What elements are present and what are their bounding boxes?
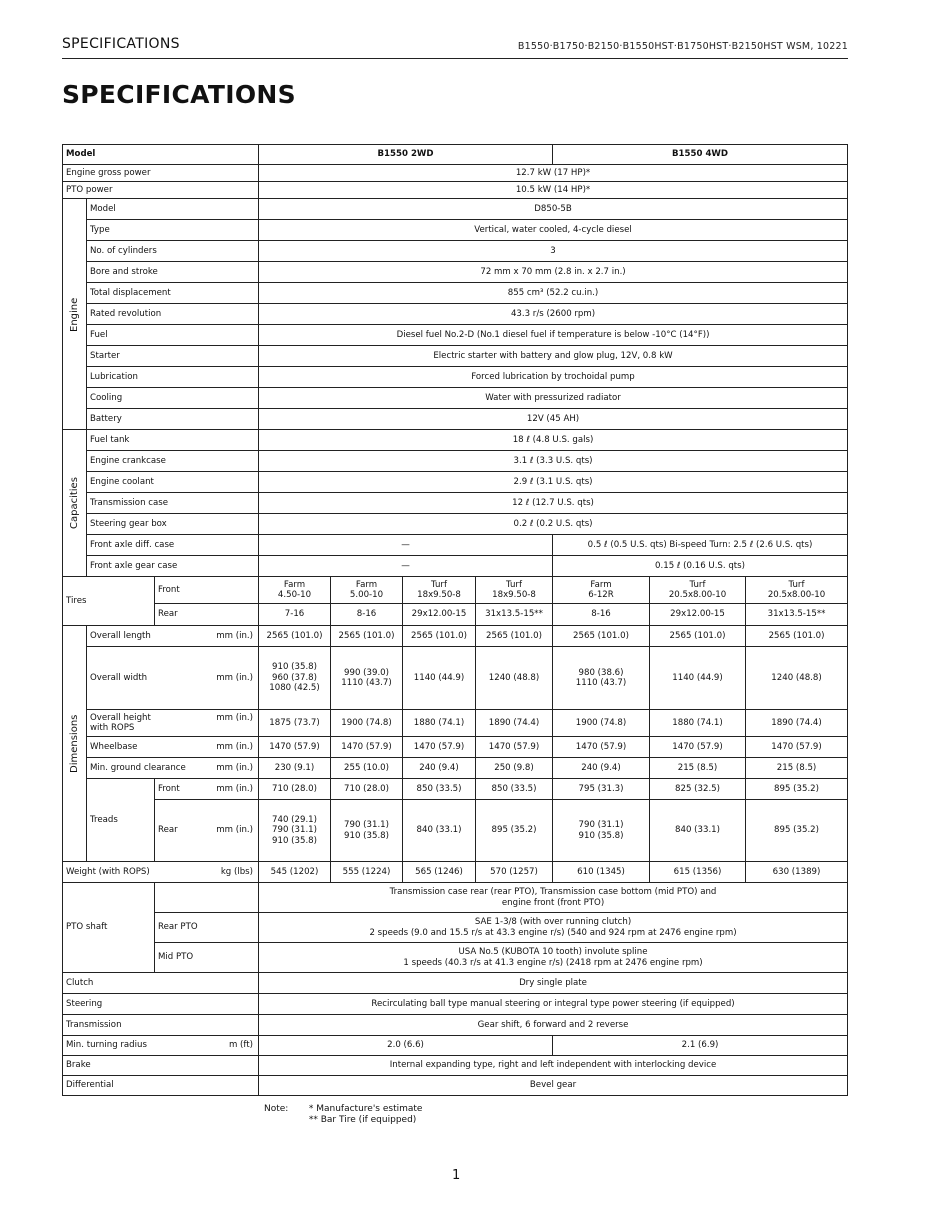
row-label: Min. turning radius m (ft) (63, 1036, 259, 1056)
row-value: 10.5 kW (14 HP)* (259, 182, 848, 199)
row-value-2wd: — (259, 535, 553, 556)
row-value: Internal expanding type, right and left independent with interlocking device (259, 1056, 848, 1076)
row-value: 740 (29.1) 790 (31.1) 910 (35.8) (259, 800, 331, 862)
table-row (63, 409, 848, 430)
row-value: 43.3 r/s (2600 rpm) (259, 304, 848, 325)
row-label: Bore and stroke (87, 262, 259, 283)
row-label: mm (in.) Overall height with ROPS (87, 710, 259, 737)
table-row (63, 994, 848, 1015)
row-value: 2565 (101.0) (650, 626, 746, 647)
row-label: Brake (63, 1056, 259, 1076)
row-value: 1875 (73.7) (259, 710, 331, 737)
pto-location: Transmission case rear (rear PTO), Transmission case bottom (mid PTO) and engine front (front PTO) (259, 883, 848, 913)
table-row (63, 710, 848, 737)
row-value: 240 (9.4) (553, 758, 650, 779)
row-label: Front axle gear case (87, 556, 259, 577)
row-label: Total displacement (87, 283, 259, 304)
tires-rear-label: Rear (155, 604, 259, 626)
row-label: No. of cylinders (87, 241, 259, 262)
row-value: 2565 (101.0) (331, 626, 403, 647)
row-label: Type (87, 220, 259, 241)
row-value-4wd: 0.15 ℓ (0.16 U.S. qts) (553, 556, 848, 577)
table-row (63, 262, 848, 283)
table-row (63, 165, 848, 182)
row-value-2wd: — (259, 556, 553, 577)
row-value: 615 (1356) (650, 862, 746, 883)
table-row (63, 883, 848, 913)
row-label: Engine crankcase (87, 451, 259, 472)
row-value: 215 (8.5) (746, 758, 848, 779)
row-value: 545 (1202) (259, 862, 331, 883)
table-row (63, 367, 848, 388)
tires-label: Tires (63, 577, 155, 626)
running-header-section: SPECIFICATIONS (62, 36, 180, 52)
table-row (63, 182, 848, 199)
table-row (63, 514, 848, 535)
row-value: 1890 (74.4) (476, 710, 553, 737)
row-value: 850 (33.5) (476, 779, 553, 800)
table-row (63, 758, 848, 779)
row-label: Min. ground clearance mm (in.) (87, 758, 259, 779)
row-value: 1470 (57.9) (331, 737, 403, 758)
table-row (63, 493, 848, 514)
row-label: Steering (63, 994, 259, 1015)
row-label: Steering gear box (87, 514, 259, 535)
row-value: 12.7 kW (17 HP)* (259, 165, 848, 182)
table-row (63, 1056, 848, 1076)
row-value: 2.9 ℓ (3.1 U.S. qts) (259, 472, 848, 493)
row-value: 255 (10.0) (331, 758, 403, 779)
running-header-models: B1550·B1750·B2150·B1550HST·B1750HST·B2150HST WSM, 10221 (517, 41, 848, 52)
row-value: 3.1 ℓ (3.3 U.S. qts) (259, 451, 848, 472)
engine-group-label: Engine (63, 199, 87, 430)
row-label: Differential (63, 1076, 259, 1096)
row-value: 1900 (74.8) (331, 710, 403, 737)
table-row (63, 800, 848, 862)
row-value: Diesel fuel No.2-D (No.1 diesel fuel if temperature is below -10°C (14°F)) (259, 325, 848, 346)
row-value: 825 (32.5) (650, 779, 746, 800)
running-header (62, 36, 848, 58)
row-label: Lubrication (87, 367, 259, 388)
model-2wd: B1550 2WD (259, 145, 553, 165)
row-value: 790 (31.1) 910 (35.8) (331, 800, 403, 862)
rear-pto-label: Rear PTO (155, 913, 259, 943)
row-value: Recirculating ball type manual steering or integral type power steering (if equipped) (259, 994, 848, 1015)
row-label: PTO power (63, 182, 259, 199)
tire-rear-cell: 31x13.5-15** (746, 604, 848, 626)
row-value: 12 ℓ (12.7 U.S. qts) (259, 493, 848, 514)
table-row (63, 199, 848, 220)
table-row (63, 862, 848, 883)
table-row (63, 535, 848, 556)
row-value: 1890 (74.4) (746, 710, 848, 737)
table-row (63, 304, 848, 325)
row-value: 565 (1246) (403, 862, 476, 883)
tire-front-cell: Turf 20.5x8.00-10 (650, 577, 746, 604)
treads-label: Treads (87, 779, 155, 862)
table-row (63, 1036, 848, 1056)
table-row (63, 647, 848, 710)
row-value-2wd: 2.0 (6.6) (259, 1036, 553, 1056)
row-label: Front axle diff. case (87, 535, 259, 556)
dimensions-group-label: Dimensions (63, 626, 87, 862)
row-value: 1900 (74.8) (553, 710, 650, 737)
tire-front-cell: Turf 18x9.50-8 (403, 577, 476, 604)
table-row (63, 1076, 848, 1096)
table-row (63, 779, 848, 800)
row-value: 1470 (57.9) (746, 737, 848, 758)
table-row (63, 973, 848, 994)
row-label: Clutch (63, 973, 259, 994)
table-row (63, 604, 848, 626)
row-value: 1470 (57.9) (553, 737, 650, 758)
mid-pto-value: USA No.5 (KUBOTA 10 tooth) involute spline 1 speeds (40.3 r/s at 41.3 engine r/s) (2418 rpm at 2476 engine rpm) (259, 943, 848, 973)
mid-pto-label: Mid PTO (155, 943, 259, 973)
row-value: Electric starter with battery and glow plug, 12V, 0.8 kW (259, 346, 848, 367)
row-value: 1470 (57.9) (259, 737, 331, 758)
row-label: Fuel (87, 325, 259, 346)
row-value-4wd: 0.5 ℓ (0.5 U.S. qts) Bi-speed Turn: 2.5 ℓ (2.6 U.S. qts) (553, 535, 848, 556)
table-row (63, 283, 848, 304)
row-value: 895 (35.2) (746, 800, 848, 862)
row-value: 630 (1389) (746, 862, 848, 883)
table-row (63, 626, 848, 647)
notes (264, 1104, 422, 1127)
row-value: 840 (33.1) (403, 800, 476, 862)
table-row (63, 577, 848, 604)
row-value: 855 cm³ (52.2 cu.in.) (259, 283, 848, 304)
row-value: 840 (33.1) (650, 800, 746, 862)
row-label: Cooling (87, 388, 259, 409)
page-title: SPECIFICATIONS (62, 80, 296, 109)
row-label: Wheelbase mm (in.) (87, 737, 259, 758)
row-value: 1140 (44.9) (650, 647, 746, 710)
tire-front-cell: Farm 5.00-10 (331, 577, 403, 604)
row-value: 1240 (48.8) (746, 647, 848, 710)
row-value: 2565 (101.0) (403, 626, 476, 647)
row-label: Overall length mm (in.) (87, 626, 259, 647)
row-value: 2565 (101.0) (746, 626, 848, 647)
table-row (63, 451, 848, 472)
row-value: 72 mm x 70 mm (2.8 in. x 2.7 in.) (259, 262, 848, 283)
row-value: Dry single plate (259, 973, 848, 994)
row-value: Gear shift, 6 forward and 2 reverse (259, 1015, 848, 1036)
pto-location-blank (155, 883, 259, 913)
row-label: Starter (87, 346, 259, 367)
tire-front-cell: Farm 4.50-10 (259, 577, 331, 604)
row-label: Front mm (in.) (155, 779, 259, 800)
model-4wd: B1550 4WD (553, 145, 848, 165)
row-label: Weight (with ROPS) kg (lbs) (63, 862, 259, 883)
row-label: Rear mm (in.) (155, 800, 259, 862)
row-value: 710 (28.0) (259, 779, 331, 800)
row-value: 555 (1224) (331, 862, 403, 883)
tire-front-cell: Turf 20.5x8.00-10 (746, 577, 848, 604)
row-value: 12V (45 AH) (259, 409, 848, 430)
table-row (63, 943, 848, 973)
table-row (63, 145, 848, 165)
row-value: 2565 (101.0) (476, 626, 553, 647)
row-value: 790 (31.1) 910 (35.8) (553, 800, 650, 862)
tire-rear-cell: 31x13.5-15** (476, 604, 553, 626)
row-value: 1470 (57.9) (650, 737, 746, 758)
row-label: Overall width mm (in.) (87, 647, 259, 710)
row-label: Engine gross power (63, 165, 259, 182)
row-value: 2565 (101.0) (259, 626, 331, 647)
tires-front-label: Front (155, 577, 259, 604)
row-label: Transmission case (87, 493, 259, 514)
row-value: 895 (35.2) (746, 779, 848, 800)
page-number: 1 (452, 1168, 461, 1183)
table-row (63, 388, 848, 409)
row-value: 990 (39.0) 1110 (43.7) (331, 647, 403, 710)
notes-label: Note: (264, 1104, 289, 1114)
table-row (63, 737, 848, 758)
tire-rear-cell: 29x12.00-15 (650, 604, 746, 626)
row-value: 1470 (57.9) (476, 737, 553, 758)
row-value: 1880 (74.1) (650, 710, 746, 737)
row-value: Forced lubrication by trochoidal pump (259, 367, 848, 388)
row-value: 2565 (101.0) (553, 626, 650, 647)
tire-rear-cell: 8-16 (553, 604, 650, 626)
row-value: 570 (1257) (476, 862, 553, 883)
model-header: Model (63, 145, 259, 165)
table-row (63, 472, 848, 493)
row-label: Battery (87, 409, 259, 430)
specifications-table (62, 144, 848, 1096)
tire-front-cell: Turf 18x9.50-8 (476, 577, 553, 604)
tire-rear-cell: 8-16 (331, 604, 403, 626)
row-value: 1240 (48.8) (476, 647, 553, 710)
note-item: * Manufacture's estimate (308, 1104, 423, 1114)
table-row (63, 913, 848, 943)
row-value: 18 ℓ (4.8 U.S. gals) (259, 430, 848, 451)
row-label: Model (87, 199, 259, 220)
table-row (63, 346, 848, 367)
row-value-4wd: 2.1 (6.9) (553, 1036, 848, 1056)
row-label: Fuel tank (87, 430, 259, 451)
row-value: D850-5B (259, 199, 848, 220)
table-row (63, 241, 848, 262)
pto-shaft-label: PTO shaft (63, 883, 155, 973)
table-row (63, 1015, 848, 1036)
row-value: 795 (31.3) (553, 779, 650, 800)
table-row (63, 325, 848, 346)
capacities-group-label: Capacities (63, 430, 87, 577)
row-value: 610 (1345) (553, 862, 650, 883)
tire-rear-cell: 7-16 (259, 604, 331, 626)
row-value: Water with pressurized radiator (259, 388, 848, 409)
table-row (63, 430, 848, 451)
header-rule (62, 58, 848, 59)
row-value: 710 (28.0) (331, 779, 403, 800)
tire-rear-cell: 29x12.00-15 (403, 604, 476, 626)
row-value: 240 (9.4) (403, 758, 476, 779)
row-value: 3 (259, 241, 848, 262)
row-value: 895 (35.2) (476, 800, 553, 862)
table-row (63, 220, 848, 241)
row-label: Engine coolant (87, 472, 259, 493)
table-row (63, 556, 848, 577)
row-value: 850 (33.5) (403, 779, 476, 800)
note-item: ** Bar Tire (if equipped) (308, 1115, 417, 1126)
row-value: 1470 (57.9) (403, 737, 476, 758)
row-value: 215 (8.5) (650, 758, 746, 779)
row-label: Rated revolution (87, 304, 259, 325)
row-value: 910 (35.8) 960 (37.8) 1080 (42.5) (259, 647, 331, 710)
row-value: Vertical, water cooled, 4-cycle diesel (259, 220, 848, 241)
tire-front-cell: Farm 6-12R (553, 577, 650, 604)
row-value: 980 (38.6) 1110 (43.7) (553, 647, 650, 710)
row-label: Transmission (63, 1015, 259, 1036)
row-value: 1880 (74.1) (403, 710, 476, 737)
row-value: Bevel gear (259, 1076, 848, 1096)
row-value: 1140 (44.9) (403, 647, 476, 710)
row-value: 230 (9.1) (259, 758, 331, 779)
row-value: 0.2 ℓ (0.2 U.S. qts) (259, 514, 848, 535)
rear-pto-value: SAE 1-3/8 (with over running clutch) 2 speeds (9.0 and 15.5 r/s at 43.3 engine r/s) (540 and 924 rpm at 2476 engine rpm) (259, 913, 848, 943)
row-value: 250 (9.8) (476, 758, 553, 779)
